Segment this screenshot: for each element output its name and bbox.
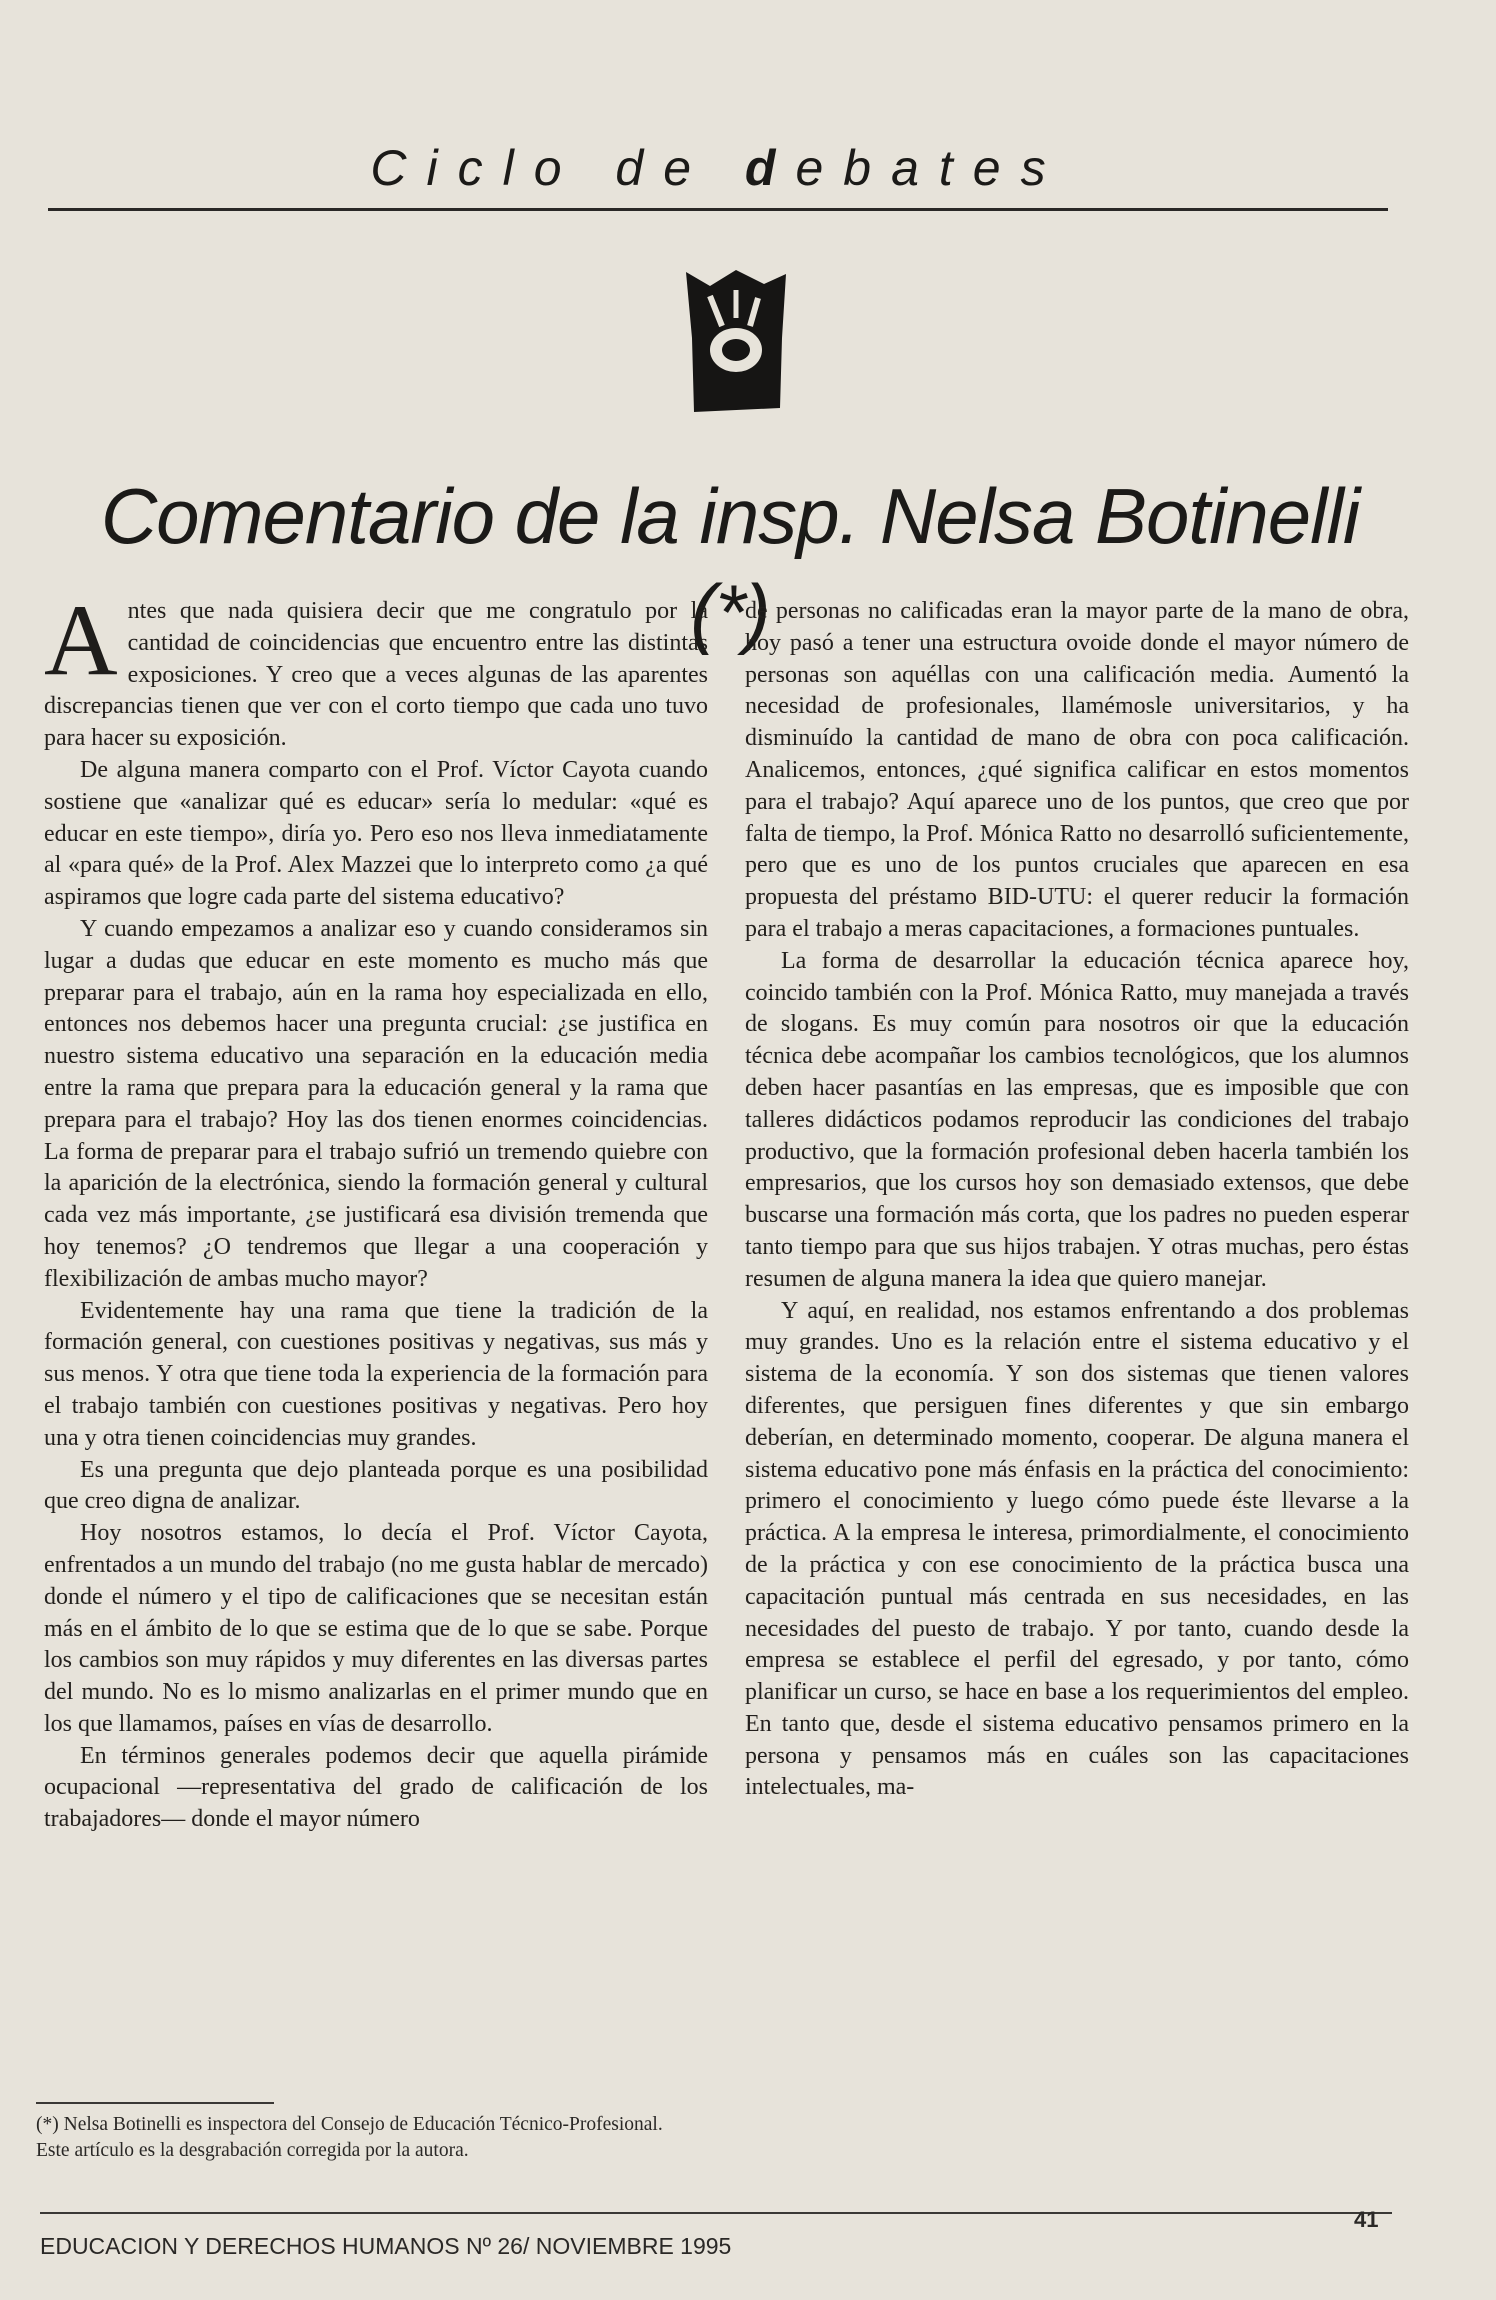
- right-column: [745, 596, 1409, 1804]
- page-number: 41: [1354, 2207, 1379, 2232]
- section-header-emphasis: d: [744, 140, 796, 196]
- left-column: [44, 584, 708, 1836]
- paragraph: Y cuando empezamos a analizar eso y cuando consideramos sin lugar a dudas que educar en este momento es mucho más que preparar para el trabajo, aún en la rama hoy especializada en ello, entonces nos debemos hacer una pregunta crucial: ¿se justifica en nuestro sistema educativo una separación en la educación media entre la rama que prepara para la educación general y la rama que prepara para el trabajo? Hoy las dos tienen enormes coincidencias. La forma de preparar para el trabajo sufrió un tremendo quiebre con la aparición de la electrónica, siendo la formación general y cultural cada vez más importante, ¿se justificará esa división tremenda que hoy tenemos? ¿O tendremos que llegar a una cooperación y flexibilización de ambas mucho mayor?: [44, 915, 708, 1292]
- header-rule: [48, 208, 1388, 211]
- section-header-part2: ebates: [795, 140, 1066, 196]
- footnote-line: (*) Nelsa Botinelli es inspectora del Consejo de Educación Técnico-Profesional.: [36, 2114, 663, 2135]
- article-title: Comentario de la insp. Nelsa Botinelli (*): [100, 472, 1360, 656]
- publication-footer: EDUCACION Y DERECHOS HUMANOS Nº 26/ NOVIEMBRE 1995: [40, 2233, 732, 2259]
- paragraph: De alguna manera comparto con el Prof. Víctor Cayota cuando sostiene que «analizar qué es educar» sería lo medular: «qué es educar en este tiempo», diría yo. Pero eso nos lleva inmediatamente al «para qué» de la Prof. Alex Mazzei que lo interpreto como ¿a qué aspiramos que logre cada parte del sistema educativo?: [44, 756, 708, 911]
- section-header: [48, 138, 1388, 198]
- paragraph: de personas no calificadas eran la mayor parte de la mano de obra, hoy pasó a tener una estructura ovoide donde el mayor número de personas son aquéllas con una calificación media. Aumentó la necesidad de profesionales, llamémosle universitarios, y ha disminuído la cantidad de mano de obra con poca calificación. Analicemos, entonces, ¿qué significa calificar en estos momentos para el trabajo? Aquí aparece uno de los puntos, que creo que por falta de tiempo, la Prof. Mónica Ratto no desarrolló suficientemente, pero que es uno de los puntos cruciales que aparecen en esa propuesta del préstamo BID-UTU: el querer reducir la formación para el trabajo a meras capacitaciones, a formaciones puntuales.: [745, 598, 1409, 942]
- paragraph: Y aquí, en realidad, nos estamos enfrentando a dos problemas muy grandes. Uno es la relación entre el sistema educativo y el sistema de la economía. Y son dos sistemas que tienen valores diferentes, que persiguen fines diferentes y que sin embargo deberían, en determinado momento, cooperar. De alguna manera el sistema educativo pone más énfasis en la práctica del conocimiento: primero el conocimiento y luego cómo puede éste llevarse a la práctica. A la empresa le interesa, primordialmente, el conocimiento de la práctica y con ese conocimiento de la práctica busca una capacitación puntual más centrada en sus necesidades, en las necesidades del puesto de trabajo. Y por tanto, cuando desde la empresa se establece el perfil del egresado, y por tanto, cómo planificar un curso, se hace en base a los requerimientos del empleo. En tanto que, desde el sistema educativo pensamos primero en la persona y pensamos más en cuáles son las capacitaciones intelectuales, ma-: [745, 1297, 1409, 1801]
- paragraph: [44, 584, 708, 755]
- paragraph: En términos generales podemos decir que aquella pirámide ocupacional —representativa del grado de calificación de los trabajadores— donde el mayor número: [44, 1742, 708, 1833]
- paragraph: La forma de desarrollar la educación técnica aparece hoy, coincido también con la Prof. Mónica Ratto, muy manejada a través de slogans. Es muy común para nosotros oir que la educación técnica debe acompañar los cambios tecnológicos, que los alumnos deben hacer pasantías en las empresas, que es imposible que con talleres didácticos podamos reproducir las condiciones del trabajo productivo, que la formación profesional deben hacerla también los empresarios, que los cursos hoy son demasiado extensos, que debe buscarse una formación más corta, que los padres no pueden esperar tanto tiempo para que sus hijos trabajen. Y otras muchas, pero éstas resumen de alguna manera la idea que quiero manejar.: [745, 947, 1409, 1292]
- paragraph: Hoy nosotros estamos, lo decía el Prof. Víctor Cayota, enfrentados a un mundo del trabajo (no me gusta hablar de mercado) donde el número y el tipo de calificaciones que se necesitan están más en el ámbito de lo que se estima que de lo que se sabe. Porque los cambios son muy rápidos y muy diferentes en las diversas partes del mundo. No es lo mismo analizarlas en el primer mundo que en los que llamamos, países en vías de desarrollo.: [44, 1520, 708, 1737]
- footnote-line: Este artículo es la desgrabación corregida por la autora.: [36, 2140, 469, 2161]
- drop-cap: A: [44, 584, 118, 697]
- footnote-rule: [36, 2102, 274, 2104]
- paragraph: Es una pregunta que dejo planteada porque es una posibilidad que creo digna de analizar.: [44, 1456, 708, 1515]
- emblem-icon: [680, 268, 792, 416]
- paragraph-text: ntes que nada quisiera decir que me congratulo por la cantidad de coincidencias que encuentro entre las distintas exposiciones. Y creo que a veces algunas de las aparentes discrepancias tienen que ver con el corto tiempo que cada uno tuvo para hacer su exposición.: [44, 598, 708, 752]
- paragraph: Evidentemente hay una rama que tiene la tradición de la formación general, con cuestiones positivas y negativas, sus más y sus menos. Y otra que tiene toda la experiencia de la formación para el trabajo también con cuestiones positivas y negativas. Pero hoy una y otra tienen coincidencias muy grandes.: [44, 1297, 708, 1451]
- footer-rule: [40, 2212, 1392, 2214]
- footnote: [36, 2112, 1036, 2164]
- section-header-part1: Ciclo de: [370, 140, 745, 196]
